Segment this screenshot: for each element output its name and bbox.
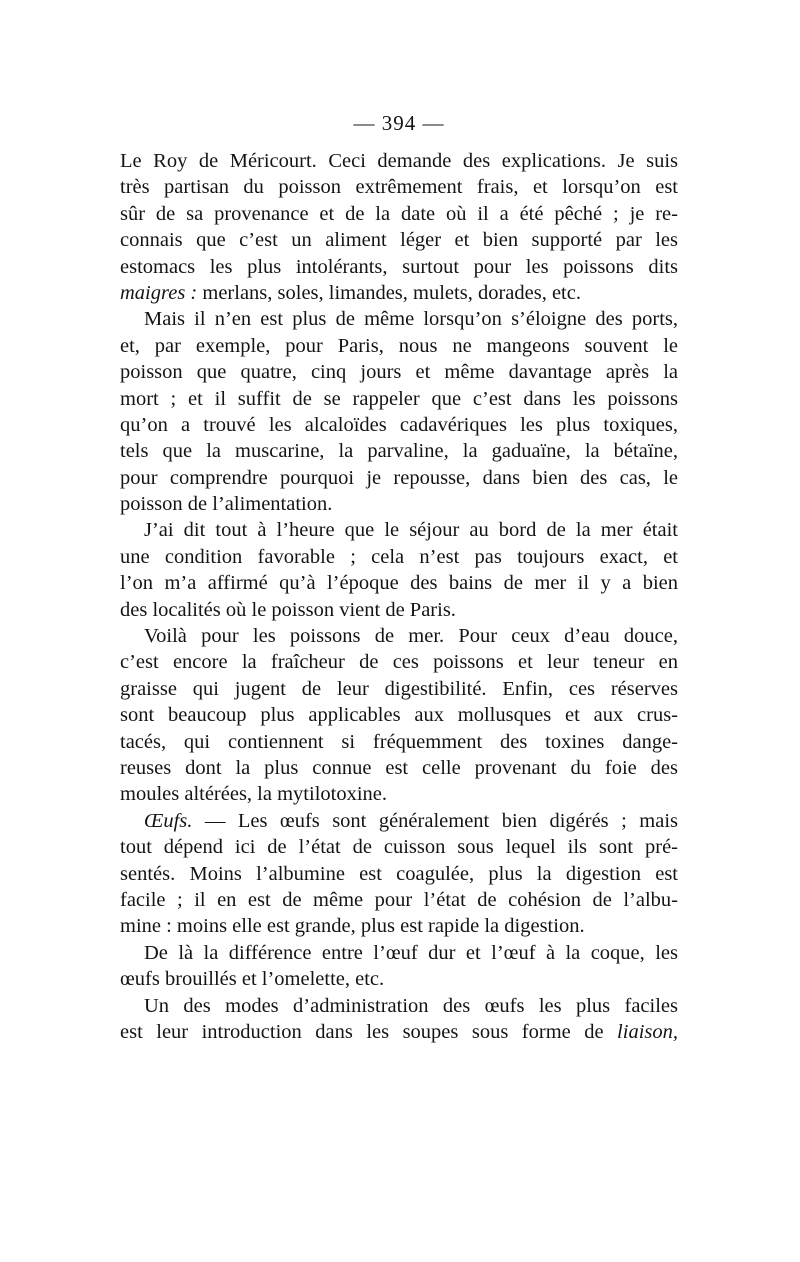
text-segment: sentés. Moins l’albumine est coagulée, plus la digestion est: [120, 862, 678, 885]
text-line: [120, 333, 678, 359]
text-segment: Un des modes d’administration des œufs les plus faciles: [144, 994, 678, 1017]
text-segment: l’on m’a affirmé qu’à l’époque des bains de mer il y a bien: [120, 572, 678, 595]
text-segment: connais que c’est un aliment léger et bien supporté par les: [120, 229, 678, 252]
text-segment: mort ; et il suffit de se rappeler que c’est dans les poissons: [120, 387, 678, 410]
text-segment: J’ai dit tout à l’heure que le séjour au bord de la mer était: [144, 519, 678, 542]
page-number: — 394 —: [353, 111, 445, 135]
italic-text: maigres :: [120, 281, 198, 304]
text-line: [120, 517, 678, 543]
text-line: [120, 544, 678, 570]
text-line: [120, 254, 678, 280]
text-line: [120, 359, 678, 385]
text-line: [120, 623, 678, 649]
book-page: [120, 108, 678, 1045]
text-line: [120, 597, 678, 623]
text-line: [120, 755, 678, 781]
text-line: [120, 966, 678, 992]
text-segment: Voilà pour les poissons de mer. Pour ceux d’eau douce,: [144, 625, 678, 648]
text-line: [120, 306, 678, 332]
text-line: [120, 201, 678, 227]
text-line: [120, 491, 678, 517]
text-line: [120, 148, 678, 174]
text-segment: et, par exemple, pour Paris, nous ne mangeons souvent le: [120, 334, 678, 357]
text-segment: Mais il n’en est plus de même lorsqu’on s’éloigne des ports,: [144, 308, 678, 331]
text-line: [120, 729, 678, 755]
text-segment: facile ; il en est de même pour l’état de cohésion de l’albu-: [120, 888, 678, 911]
text-line: [120, 702, 678, 728]
text-segment: poisson de l’alimentation.: [120, 493, 333, 516]
text-line: [120, 913, 678, 939]
text-line: [120, 174, 678, 200]
text-line: [120, 861, 678, 887]
text-segment: — Les œufs sont généralement bien digérés ; mais: [192, 809, 678, 832]
text-line: [120, 993, 678, 1019]
text-line: [120, 940, 678, 966]
text-segment: moules altérées, la mytilotoxine.: [120, 783, 388, 806]
text-segment: œufs brouillés et l’omelette, etc.: [120, 968, 385, 991]
text-segment: mine : moins elle est grande, plus est rapide la digestion.: [120, 915, 585, 938]
text-line: [120, 438, 678, 464]
text-segment: une condition favorable ; cela n’est pas toujours exact, et: [120, 545, 678, 568]
text-segment: tels que la muscarine, la parvaline, la gaduaïne, la bétaïne,: [120, 440, 678, 463]
text-segment: reuses dont la plus connue est celle provenant du foie des: [120, 756, 678, 779]
text-line: [120, 834, 678, 860]
text-segment: des localités où le poisson vient de Paris.: [120, 598, 456, 621]
text-segment: tacés, qui contiennent si fréquemment des toxines dange-: [120, 730, 678, 753]
text-segment: pour comprendre pourquoi je repousse, dans bien des cas, le: [120, 466, 678, 489]
italic-text: Œufs.: [144, 809, 193, 832]
body-text: [120, 148, 678, 1045]
text-segment: Le Roy de Méricourt. Ceci demande des explications. Je suis: [120, 150, 678, 172]
text-line: [120, 227, 678, 253]
text-segment: graisse qui jugent de leur digestibilité. Enfin, ces réserves: [120, 677, 678, 700]
text-line: [120, 465, 678, 491]
text-line: [120, 676, 678, 702]
text-line: [120, 887, 678, 913]
text-segment: estomacs les plus intolérants, surtout pour les poissons dits: [120, 255, 678, 278]
text-line: [120, 570, 678, 596]
text-line: [120, 1019, 678, 1045]
text-line: [120, 412, 678, 438]
text-line: [120, 386, 678, 412]
text-segment: merlans, soles, limandes, mulets, dorades, etc.: [197, 281, 581, 304]
italic-text: liaison,: [617, 1020, 678, 1043]
text-segment: c’est encore la fraîcheur de ces poissons et leur teneur en: [120, 651, 678, 674]
text-segment: De là la différence entre l’œuf dur et l’œuf à la coque, les: [144, 941, 678, 964]
text-segment: est leur introduction dans les soupes sous forme de: [120, 1020, 618, 1043]
text-segment: poisson que quatre, cinq jours et même davantage après la: [120, 361, 678, 384]
text-segment: sûr de sa provenance et de la date où il a été pêché ; je re-: [120, 202, 678, 225]
text-segment: qu’on a trouvé les alcaloïdes cadavériques les plus toxiques,: [120, 413, 678, 436]
text-line: [120, 649, 678, 675]
text-line: [120, 781, 678, 807]
text-segment: très partisan du poisson extrêmement frais, et lorsqu’on est: [120, 176, 678, 199]
text-segment: tout dépend ici de l’état de cuisson sous lequel ils sont pré-: [120, 836, 678, 859]
text-line: [120, 808, 678, 834]
text-line: [120, 280, 678, 306]
text-segment: sont beaucoup plus applicables aux mollusques et aux crus-: [120, 704, 678, 727]
